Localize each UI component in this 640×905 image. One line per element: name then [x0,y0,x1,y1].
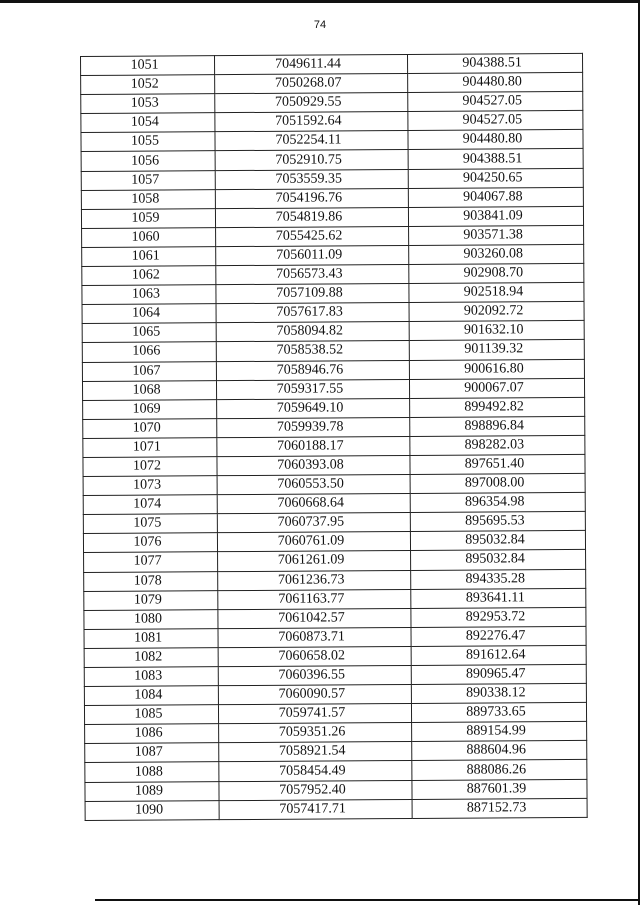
y-coordinate-cell: 901632.10 [409,321,584,341]
point-number-cell: 1088 [85,762,219,782]
point-number-cell: 1066 [82,342,216,362]
x-coordinate-cell: 7060668.64 [217,494,410,514]
top-page-border [0,0,640,3]
point-number-cell: 1078 [84,571,218,591]
point-number-cell: 1085 [84,705,218,725]
table-row [81,53,583,75]
y-coordinate-cell: 897651.40 [410,454,585,474]
y-coordinate-cell: 902518.94 [409,283,584,303]
point-number-cell: 1083 [84,667,218,687]
table-row [82,263,584,285]
x-coordinate-cell: 7057952.40 [219,780,412,800]
x-coordinate-cell: 7059317.55 [216,379,409,399]
x-coordinate-cell: 7061042.57 [218,608,411,628]
y-coordinate-cell: 904388.51 [407,53,582,73]
x-coordinate-cell: 7060873.71 [218,627,411,647]
coordinates-table [80,53,588,821]
point-number-cell: 1063 [82,285,216,305]
table-row [81,130,583,152]
table-row [85,779,587,801]
x-coordinate-cell: 7058454.49 [219,761,412,781]
point-number-cell: 1052 [81,75,215,95]
point-number-cell: 1082 [84,648,218,668]
table-row [82,302,584,324]
bottom-page-line [95,899,640,901]
y-coordinate-cell: 890338.12 [411,684,586,704]
table-row [81,206,583,228]
table-row [82,244,584,266]
point-number-cell: 1074 [83,495,217,515]
x-coordinate-cell: 7053559.35 [215,169,408,189]
table-row [84,664,586,686]
x-coordinate-cell: 7060393.08 [217,455,410,475]
point-number-cell: 1056 [81,151,215,171]
y-coordinate-cell: 894335.28 [411,569,586,589]
x-coordinate-cell: 7054819.86 [215,207,408,227]
y-coordinate-cell: 895032.84 [410,531,585,551]
point-number-cell: 1090 [85,800,219,820]
x-coordinate-cell: 7057417.71 [219,799,412,819]
x-coordinate-cell: 7056011.09 [216,245,409,265]
x-coordinate-cell: 7060188.17 [217,436,410,456]
y-coordinate-cell: 895695.53 [410,512,585,532]
table-row [81,187,583,209]
point-number-cell: 1057 [81,170,215,190]
point-number-cell: 1084 [84,686,218,706]
y-coordinate-cell: 901139.32 [409,340,584,360]
table-row [82,359,584,381]
x-coordinate-cell: 7050268.07 [215,74,408,94]
x-coordinate-cell: 7052910.75 [215,150,408,170]
x-coordinate-cell: 7060761.09 [217,532,410,552]
point-number-cell: 1070 [83,418,217,438]
y-coordinate-cell: 898282.03 [410,435,585,455]
x-coordinate-cell: 7052254.11 [215,131,408,151]
x-coordinate-cell: 7054196.76 [215,188,408,208]
table-row [83,473,585,495]
table-row [83,416,585,438]
y-coordinate-cell: 887601.39 [412,779,587,799]
table-row [84,588,586,610]
table-row [84,684,586,706]
table-row [84,569,586,591]
x-coordinate-cell: 7060737.95 [217,513,410,533]
table-row [81,92,583,114]
x-coordinate-cell: 7049611.44 [215,54,408,74]
table-row [85,798,587,820]
y-coordinate-cell: 900616.80 [409,359,584,379]
x-coordinate-cell: 7059351.26 [219,723,412,743]
x-coordinate-cell: 7058946.76 [216,360,409,380]
x-coordinate-cell: 7055425.62 [216,226,409,246]
y-coordinate-cell: 904067.88 [408,187,583,207]
x-coordinate-cell: 7058094.82 [216,322,409,342]
x-coordinate-cell: 7050929.55 [215,93,408,113]
point-number-cell: 1079 [84,590,218,610]
table-row [81,149,583,171]
point-number-cell: 1067 [82,361,216,381]
y-coordinate-cell: 889154.99 [412,722,587,742]
x-coordinate-cell: 7058538.52 [216,341,409,361]
table-row [84,645,586,667]
table-row [84,550,586,572]
table-row [82,378,584,400]
y-coordinate-cell: 887152.73 [412,798,587,818]
table-row [83,493,585,515]
x-coordinate-cell: 7060090.57 [218,685,411,705]
point-number-cell: 1060 [82,228,216,248]
point-number-cell: 1065 [82,323,216,343]
x-coordinate-cell: 7058921.54 [219,742,412,762]
point-number-cell: 1069 [83,399,217,419]
point-number-cell: 1075 [83,514,217,534]
y-coordinate-cell: 903260.08 [409,244,584,264]
y-coordinate-cell: 888604.96 [412,741,587,761]
table-row [81,111,583,133]
point-number-cell: 1068 [82,380,216,400]
table-row [85,741,587,763]
y-coordinate-cell: 900067.07 [409,378,584,398]
point-number-cell: 1073 [83,476,217,496]
table-row [84,607,586,629]
point-number-cell: 1076 [83,533,217,553]
table-row [85,760,587,782]
y-coordinate-cell: 897008.00 [410,473,585,493]
y-coordinate-cell: 904480.80 [408,130,583,150]
table-row [81,168,583,190]
point-number-cell: 1055 [81,132,215,152]
table-row [83,435,585,457]
y-coordinate-cell: 898896.84 [410,416,585,436]
point-number-cell: 1058 [81,189,215,209]
point-number-cell: 1072 [83,457,217,477]
table-row [83,454,585,476]
point-number-cell: 1080 [84,609,218,629]
x-coordinate-cell: 7057617.83 [216,303,409,323]
table-row [85,722,587,744]
point-number-cell: 1087 [85,743,219,763]
point-number-cell: 1071 [83,438,217,458]
y-coordinate-cell: 892276.47 [411,626,586,646]
y-coordinate-cell: 896354.98 [410,493,585,513]
y-coordinate-cell: 904527.05 [408,111,583,131]
y-coordinate-cell: 904388.51 [408,149,583,169]
table-row [83,397,585,419]
x-coordinate-cell: 7056573.43 [216,265,409,285]
point-number-cell: 1064 [82,304,216,324]
point-number-cell: 1089 [85,781,219,801]
x-coordinate-cell: 7061163.77 [218,589,411,609]
table-row [82,321,584,343]
point-number-cell: 1054 [81,113,215,133]
table-row [83,531,585,553]
y-coordinate-cell: 903571.38 [409,225,584,245]
table-row [82,225,584,247]
y-coordinate-cell: 890965.47 [411,664,586,684]
page-number: 74 [313,19,327,31]
coordinates-table-body [81,53,588,820]
y-coordinate-cell: 893641.11 [411,588,586,608]
y-coordinate-cell: 889733.65 [411,703,586,723]
x-coordinate-cell: 7060396.55 [218,665,411,685]
y-coordinate-cell: 891612.64 [411,645,586,665]
table-row [83,512,585,534]
x-coordinate-cell: 7059741.57 [218,704,411,724]
x-coordinate-cell: 7060658.02 [218,646,411,666]
point-number-cell: 1077 [84,552,218,572]
x-coordinate-cell: 7051592.64 [215,112,408,132]
y-coordinate-cell: 904480.80 [408,73,583,93]
table-row [82,340,584,362]
point-number-cell: 1051 [81,56,215,76]
point-number-cell: 1053 [81,94,215,114]
point-number-cell: 1059 [81,208,215,228]
x-coordinate-cell: 7061261.09 [218,551,411,571]
y-coordinate-cell: 895032.84 [411,550,586,570]
x-coordinate-cell: 7057109.88 [216,284,409,304]
table-row [82,283,584,305]
x-coordinate-cell: 7060553.50 [217,475,410,495]
x-coordinate-cell: 7059939.78 [217,417,410,437]
y-coordinate-cell: 904250.65 [408,168,583,188]
table-row [84,626,586,648]
y-coordinate-cell: 892953.72 [411,607,586,627]
y-coordinate-cell: 903841.09 [408,206,583,226]
y-coordinate-cell: 888086.26 [412,760,587,780]
y-coordinate-cell: 902092.72 [409,302,584,322]
point-number-cell: 1081 [84,628,218,648]
point-number-cell: 1086 [85,724,219,744]
x-coordinate-cell: 7061236.73 [218,570,411,590]
y-coordinate-cell: 902908.70 [409,263,584,283]
table-row [81,73,583,95]
y-coordinate-cell: 904527.05 [408,92,583,112]
y-coordinate-cell: 899492.82 [410,397,585,417]
point-number-cell: 1062 [82,266,216,286]
point-number-cell: 1061 [82,247,216,267]
table-row [84,703,586,725]
x-coordinate-cell: 7059649.10 [217,398,410,418]
